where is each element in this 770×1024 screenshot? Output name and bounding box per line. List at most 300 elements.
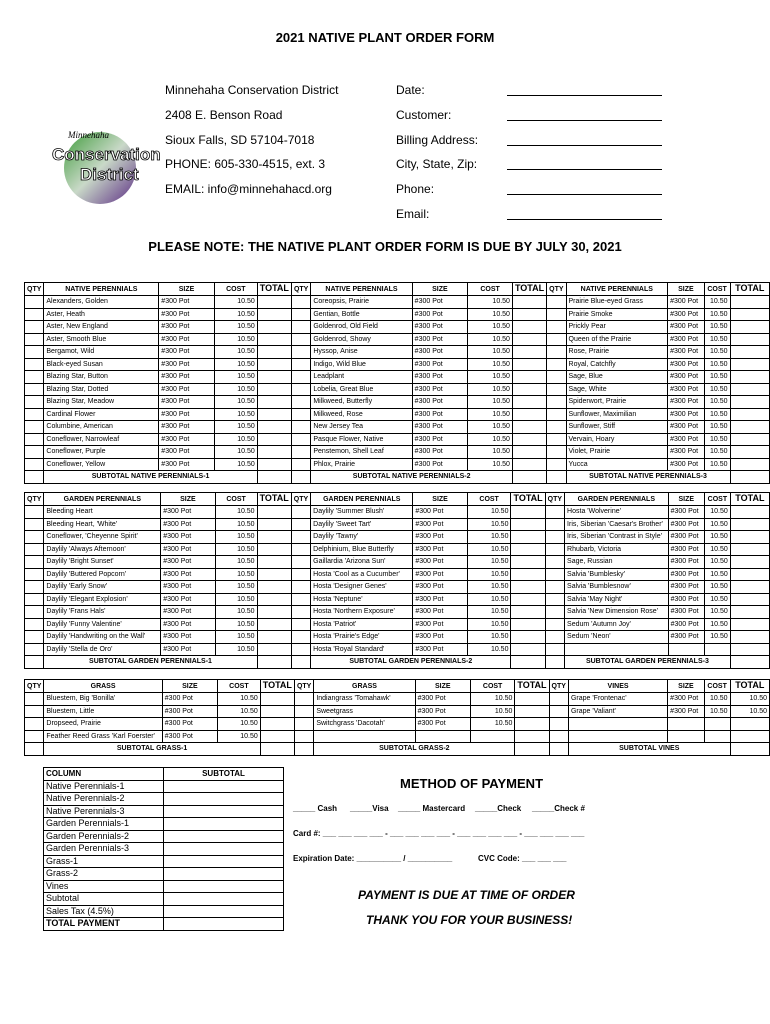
- plant-name: Aster, Smooth Blue: [44, 333, 159, 346]
- summary-value[interactable]: [164, 780, 284, 793]
- qty-cell[interactable]: [291, 371, 310, 384]
- qty-cell[interactable]: [291, 396, 310, 409]
- phone-field[interactable]: [507, 194, 662, 195]
- subtotal-label: SUBTOTAL GARDEN PERENNIALS-3: [565, 656, 731, 669]
- qty-spacer: [291, 656, 310, 669]
- qty-cell[interactable]: [547, 333, 566, 346]
- pot-size: #300 Pot: [412, 421, 468, 434]
- qty-cell[interactable]: [545, 506, 564, 519]
- summary-value[interactable]: [164, 805, 284, 818]
- qty-cell[interactable]: [291, 321, 310, 334]
- subtotal-value[interactable]: [730, 656, 769, 669]
- unit-cost: 10.50: [467, 518, 511, 531]
- line-total: [511, 543, 545, 556]
- qty-cell[interactable]: [25, 383, 44, 396]
- summary-label: TOTAL PAYMENT: [44, 918, 164, 931]
- subtotal-row: [25, 743, 770, 756]
- check-number-field[interactable]: _____Check #: [532, 804, 585, 813]
- qty-cell[interactable]: [291, 618, 310, 631]
- line-total: [511, 643, 545, 656]
- line-total: [730, 383, 770, 396]
- plant-name: Aster, Heath: [44, 308, 159, 321]
- size-header: SIZE: [415, 680, 470, 693]
- plant-name: Daylily 'Early Snow': [44, 581, 161, 594]
- qty-cell[interactable]: [25, 506, 44, 519]
- plant-name: Daylily 'Elegant Explosion': [44, 593, 161, 606]
- qty-cell[interactable]: [291, 543, 310, 556]
- pot-size: #300 Pot: [159, 396, 215, 409]
- qty-cell[interactable]: [25, 308, 44, 321]
- line-total: [512, 421, 546, 434]
- table-row: [25, 730, 770, 743]
- qty-cell[interactable]: [291, 506, 310, 519]
- qty-cell[interactable]: [25, 643, 44, 656]
- qty-cell[interactable]: [547, 421, 566, 434]
- qty-cell[interactable]: [547, 308, 566, 321]
- qty-cell[interactable]: [25, 333, 44, 346]
- line-total: [730, 421, 770, 434]
- unit-cost: 10.50: [467, 618, 511, 631]
- logo-word-conservation: Conservation: [52, 145, 160, 164]
- plant-name: Leadplant: [311, 371, 412, 384]
- table-row: [25, 643, 770, 656]
- qty-cell[interactable]: [291, 433, 310, 446]
- plant-name: Coneflower, Narrowleaf: [44, 433, 159, 446]
- org-city: Sioux Falls, SD 57104-7018: [165, 133, 315, 147]
- qty-cell[interactable]: [291, 593, 310, 606]
- qty-cell[interactable]: [291, 568, 310, 581]
- subtotal-value[interactable]: [257, 656, 291, 669]
- total-header: TOTAL: [515, 680, 549, 693]
- qty-cell[interactable]: [291, 296, 310, 309]
- size-header: SIZE: [159, 283, 215, 296]
- subtotal-value[interactable]: [512, 471, 546, 484]
- plant-name: Hosta 'Neptune': [311, 593, 413, 606]
- plant-name: [568, 718, 667, 731]
- unit-cost: [704, 718, 730, 731]
- plant-name: [568, 730, 667, 743]
- line-total: [511, 568, 545, 581]
- unit-cost: 10.50: [467, 606, 511, 619]
- unit-cost: 10.50: [467, 643, 511, 656]
- cash-option[interactable]: _____ Cash: [293, 804, 338, 813]
- qty-cell[interactable]: [25, 631, 44, 644]
- qty-cell[interactable]: [25, 730, 44, 743]
- subtotal-header: SUBTOTAL: [164, 768, 284, 781]
- qty-cell[interactable]: [545, 543, 564, 556]
- plant-name: Iris, Siberian 'Caesar's Brother': [565, 518, 669, 531]
- qty-cell[interactable]: [549, 730, 568, 743]
- line-total: [512, 383, 546, 396]
- qty-cell[interactable]: [294, 693, 313, 706]
- qty-cell[interactable]: [545, 643, 564, 656]
- line-total: [260, 705, 294, 718]
- line-total: [257, 531, 291, 544]
- summary-value[interactable]: [164, 843, 284, 856]
- total-header: TOTAL: [730, 283, 770, 296]
- subtotal-value[interactable]: [515, 743, 549, 756]
- pot-size: #300 Pot: [413, 568, 467, 581]
- qty-cell[interactable]: [545, 631, 564, 644]
- size-header: SIZE: [668, 283, 705, 296]
- visa-option[interactable]: _____Visa: [350, 804, 389, 813]
- qty-cell[interactable]: [25, 581, 44, 594]
- plant-name: Yucca: [566, 458, 668, 471]
- qty-cell[interactable]: [25, 321, 44, 334]
- billing-address-field[interactable]: [507, 145, 662, 146]
- qty-cell[interactable]: [549, 693, 568, 706]
- qty-cell[interactable]: [545, 518, 564, 531]
- qty-cell[interactable]: [545, 618, 564, 631]
- qty-cell[interactable]: [294, 705, 313, 718]
- table-header-row: [25, 680, 770, 693]
- card-number-field[interactable]: Card #: ___ ___ ___ ___ - ___ ___ ___ ___ - ___ ___ ___ ___ - ___ ___ ___ ___: [293, 829, 585, 838]
- plant-name: Bluestem, Little: [44, 705, 162, 718]
- pot-size: #300 Pot: [159, 433, 215, 446]
- plant-name: Iris, Siberian 'Contrast in Style': [565, 531, 669, 544]
- unit-cost: 10.50: [215, 543, 257, 556]
- unit-cost: 10.50: [215, 531, 257, 544]
- qty-cell[interactable]: [549, 705, 568, 718]
- subtotal-value[interactable]: [730, 471, 770, 484]
- email-field[interactable]: [507, 219, 662, 220]
- line-total: [511, 581, 545, 594]
- pot-size: #300 Pot: [161, 556, 215, 569]
- table-row: [25, 531, 770, 544]
- qty-cell[interactable]: [291, 643, 310, 656]
- unit-cost: 10.50: [215, 618, 257, 631]
- qty-cell[interactable]: [291, 358, 310, 371]
- unit-cost: 10.50: [215, 568, 257, 581]
- qty-cell[interactable]: [549, 718, 568, 731]
- line-total: 10.50: [730, 693, 769, 706]
- subtotal-label: SUBTOTAL GRASS-1: [44, 743, 260, 756]
- pot-size: #300 Pot: [668, 383, 705, 396]
- line-total: [511, 556, 545, 569]
- qty-spacer: [25, 656, 44, 669]
- pot-size: #300 Pot: [159, 458, 215, 471]
- unit-cost: 10.50: [704, 458, 730, 471]
- qty-cell[interactable]: [25, 606, 44, 619]
- table-row: [25, 446, 770, 459]
- pot-size: #300 Pot: [161, 581, 215, 594]
- qty-cell[interactable]: [25, 346, 44, 359]
- summary-row: [44, 868, 284, 881]
- qty-cell[interactable]: [25, 556, 44, 569]
- table-header-row: [25, 283, 770, 296]
- pot-size: #300 Pot: [161, 631, 215, 644]
- cost-header: COST: [214, 283, 257, 296]
- qty-cell[interactable]: [25, 446, 44, 459]
- plant-name: Goldenrod, Showy: [311, 333, 412, 346]
- qty-cell[interactable]: [291, 408, 310, 421]
- table-row: [25, 618, 770, 631]
- date-field[interactable]: [507, 95, 662, 96]
- pot-size: #300 Pot: [668, 581, 704, 594]
- qty-cell[interactable]: [25, 421, 44, 434]
- qty-cell[interactable]: [25, 705, 44, 718]
- line-total: [257, 543, 291, 556]
- pot-size: #300 Pot: [668, 396, 705, 409]
- summary-label: Garden Perennials-3: [44, 843, 164, 856]
- phone-label: Phone:: [396, 182, 435, 196]
- qty-cell[interactable]: [291, 631, 310, 644]
- summary-value[interactable]: [164, 793, 284, 806]
- unit-cost: 10.50: [215, 606, 257, 619]
- subtotal-value[interactable]: [511, 656, 545, 669]
- qty-cell[interactable]: [291, 458, 310, 471]
- plant-name: Daylily 'Stella de Oro': [44, 643, 161, 656]
- pot-size: #300 Pot: [668, 556, 704, 569]
- summary-label: Garden Perennials-1: [44, 818, 164, 831]
- qty-cell[interactable]: [25, 296, 44, 309]
- unit-cost: 10.50: [214, 396, 257, 409]
- pot-size: #300 Pot: [162, 705, 217, 718]
- date-label: Date:: [396, 83, 425, 97]
- city-state-zip-label: City, State, Zip:: [396, 157, 478, 171]
- qty-cell[interactable]: [291, 421, 310, 434]
- unit-cost: 10.50: [468, 383, 513, 396]
- qty-cell[interactable]: [291, 346, 310, 359]
- plant-name: Phlox, Prairie: [311, 458, 412, 471]
- summary-value[interactable]: [164, 893, 284, 906]
- qty-cell[interactable]: [547, 446, 566, 459]
- line-total: [730, 308, 770, 321]
- category-header: GARDEN PERENNIALS: [565, 493, 669, 506]
- qty-cell[interactable]: [25, 718, 44, 731]
- qty-cell[interactable]: [291, 556, 310, 569]
- qty-cell[interactable]: [294, 730, 313, 743]
- cvc-field[interactable]: CVC Code: ___ ___ ___: [478, 854, 567, 863]
- qty-cell[interactable]: [547, 433, 566, 446]
- unit-cost: 10.50: [468, 308, 513, 321]
- plant-name: Daylily 'Tawny': [311, 531, 413, 544]
- summary-value[interactable]: [164, 905, 284, 918]
- qty-cell[interactable]: [25, 518, 44, 531]
- pot-size: #300 Pot: [412, 458, 468, 471]
- qty-cell[interactable]: [547, 408, 566, 421]
- qty-cell[interactable]: [547, 321, 566, 334]
- unit-cost: 10.50: [704, 446, 730, 459]
- line-total: [257, 321, 291, 334]
- line-total: [257, 618, 291, 631]
- qty-spacer: [549, 743, 568, 756]
- plant-name: Bleeding Heart, 'White': [44, 518, 161, 531]
- qty-cell[interactable]: [291, 518, 310, 531]
- garden-perennials-table: [24, 492, 770, 669]
- qty-cell[interactable]: [291, 531, 310, 544]
- unit-cost: 10.50: [468, 433, 513, 446]
- plant-name: Daylily 'Bright Sunset': [44, 556, 161, 569]
- qty-cell[interactable]: [547, 458, 566, 471]
- plant-name: Hyssop, Anise: [311, 346, 412, 359]
- qty-cell[interactable]: [547, 396, 566, 409]
- plant-name: Prairie Blue-eyed Grass: [566, 296, 668, 309]
- line-total: [257, 446, 291, 459]
- line-total: [730, 346, 770, 359]
- customer-field[interactable]: [507, 120, 662, 121]
- plant-name: Gaillardia 'Arizona Sun': [311, 556, 413, 569]
- unit-cost: 10.50: [468, 458, 513, 471]
- expiration-field[interactable]: Expiration Date: __________ / __________: [293, 854, 453, 863]
- city-state-zip-field[interactable]: [507, 169, 662, 170]
- table-row: [25, 568, 770, 581]
- unit-cost: 10.50: [705, 618, 731, 631]
- summary-value[interactable]: [164, 918, 284, 931]
- unit-cost: 10.50: [704, 321, 730, 334]
- line-total: [257, 358, 291, 371]
- unit-cost: 10.50: [704, 396, 730, 409]
- mastercard-option[interactable]: _____ Mastercard: [398, 804, 466, 813]
- plant-name: Goldenrod, Old Field: [311, 321, 412, 334]
- qty-cell[interactable]: [25, 458, 44, 471]
- logo-top-word: Minnehaha: [68, 130, 109, 140]
- line-total: [257, 308, 291, 321]
- qty-cell[interactable]: [547, 383, 566, 396]
- summary-row: [44, 793, 284, 806]
- summary-value[interactable]: [164, 880, 284, 893]
- qty-cell[interactable]: [25, 543, 44, 556]
- plant-name: [314, 730, 415, 743]
- pot-size: #300 Pot: [412, 321, 468, 334]
- summary-row: [44, 843, 284, 856]
- summary-value[interactable]: [164, 830, 284, 843]
- pot-size: #300 Pot: [159, 346, 215, 359]
- pot-size: #300 Pot: [415, 693, 470, 706]
- line-total: [260, 730, 294, 743]
- qty-spacer: [294, 743, 313, 756]
- pot-size: #300 Pot: [159, 296, 215, 309]
- qty-spacer: [25, 471, 44, 484]
- qty-cell[interactable]: [25, 358, 44, 371]
- qty-cell[interactable]: [25, 433, 44, 446]
- summary-row: [44, 880, 284, 893]
- qty-cell[interactable]: [25, 693, 44, 706]
- line-total: [512, 321, 546, 334]
- line-total: [512, 296, 546, 309]
- qty-cell[interactable]: [547, 346, 566, 359]
- plant-name: Bluestem, Big 'Bonilla': [44, 693, 162, 706]
- qty-cell[interactable]: [291, 446, 310, 459]
- line-total: [730, 446, 770, 459]
- plant-name: Delphinium, Blue Butterfly: [311, 543, 413, 556]
- check-option[interactable]: _____Check: [475, 804, 522, 813]
- line-total: [730, 593, 769, 606]
- org-email: EMAIL: info@minnehahacd.org: [165, 182, 332, 196]
- qty-cell[interactable]: [25, 396, 44, 409]
- summary-value[interactable]: [164, 868, 284, 881]
- qty-cell[interactable]: [25, 593, 44, 606]
- qty-cell[interactable]: [545, 531, 564, 544]
- subtotal-value[interactable]: [257, 471, 291, 484]
- line-total: [512, 333, 546, 346]
- pot-size: #300 Pot: [159, 446, 215, 459]
- qty-cell[interactable]: [25, 568, 44, 581]
- unit-cost: 10.50: [705, 531, 731, 544]
- plant-name: Daylily 'Summer Blush': [311, 506, 413, 519]
- line-total: [512, 358, 546, 371]
- qty-cell[interactable]: [291, 383, 310, 396]
- summary-header-row: [44, 768, 284, 781]
- plant-name: New Jersey Tea: [311, 421, 412, 434]
- qty-cell[interactable]: [545, 556, 564, 569]
- plant-name: Violet, Prairie: [566, 446, 668, 459]
- plant-name: Milkweed, Butterfly: [311, 396, 412, 409]
- subtotal-value[interactable]: [730, 743, 769, 756]
- pot-size: #300 Pot: [412, 333, 468, 346]
- subtotal-value[interactable]: [260, 743, 294, 756]
- unit-cost: 10.50: [705, 506, 731, 519]
- summary-row: [44, 780, 284, 793]
- plant-name: Switchgrass 'Dacotah': [314, 718, 415, 731]
- qty-cell[interactable]: [25, 408, 44, 421]
- qty-cell[interactable]: [294, 718, 313, 731]
- summary-value[interactable]: [164, 818, 284, 831]
- summary-value[interactable]: [164, 855, 284, 868]
- line-total: [257, 556, 291, 569]
- unit-cost: 10.50: [705, 518, 731, 531]
- table-row: [25, 333, 770, 346]
- line-total: [257, 631, 291, 644]
- pot-size: #300 Pot: [412, 358, 468, 371]
- table-row: [25, 346, 770, 359]
- unit-cost: 10.50: [704, 346, 730, 359]
- due-date-notice: PLEASE NOTE: THE NATIVE PLANT ORDER FORM IS DUE BY JULY 30, 2021: [148, 239, 622, 254]
- subtotal-summary-table: [43, 767, 284, 931]
- qty-cell[interactable]: [291, 606, 310, 619]
- plant-name: Alexanders, Golden: [44, 296, 159, 309]
- unit-cost: 10.50: [468, 371, 513, 384]
- unit-cost: 10.50: [705, 556, 731, 569]
- line-total: [512, 446, 546, 459]
- plant-name: Salvia 'Bumblesky': [565, 568, 669, 581]
- line-total: [730, 321, 770, 334]
- qty-cell[interactable]: [25, 371, 44, 384]
- line-total: [260, 693, 294, 706]
- unit-cost: 10.50: [214, 421, 257, 434]
- line-total: [511, 618, 545, 631]
- qty-cell[interactable]: [545, 593, 564, 606]
- unit-cost: 10.50: [214, 333, 257, 346]
- unit-cost: 10.50: [467, 556, 511, 569]
- qty-cell[interactable]: [25, 531, 44, 544]
- qty-cell[interactable]: [291, 333, 310, 346]
- summary-row: [44, 918, 284, 931]
- table-row: [25, 718, 770, 731]
- total-header: TOTAL: [512, 283, 546, 296]
- district-logo: [50, 130, 160, 205]
- pot-size: #300 Pot: [159, 333, 215, 346]
- qty-cell[interactable]: [545, 581, 564, 594]
- line-total: [511, 631, 545, 644]
- qty-cell[interactable]: [547, 371, 566, 384]
- unit-cost: 10.50: [214, 371, 257, 384]
- qty-cell[interactable]: [547, 296, 566, 309]
- qty-cell[interactable]: [291, 308, 310, 321]
- size-header: SIZE: [412, 283, 468, 296]
- qty-cell[interactable]: [545, 568, 564, 581]
- qty-cell[interactable]: [547, 358, 566, 371]
- total-header: TOTAL: [511, 493, 545, 506]
- plant-name: Daylily 'Buttered Popcorn': [44, 568, 161, 581]
- qty-cell[interactable]: [545, 606, 564, 619]
- qty-cell[interactable]: [25, 618, 44, 631]
- qty-cell[interactable]: [291, 581, 310, 594]
- table-row: [25, 396, 770, 409]
- table-row: [25, 631, 770, 644]
- plant-name: Daylily 'Sweet Tart': [311, 518, 413, 531]
- pot-size: #300 Pot: [159, 421, 215, 434]
